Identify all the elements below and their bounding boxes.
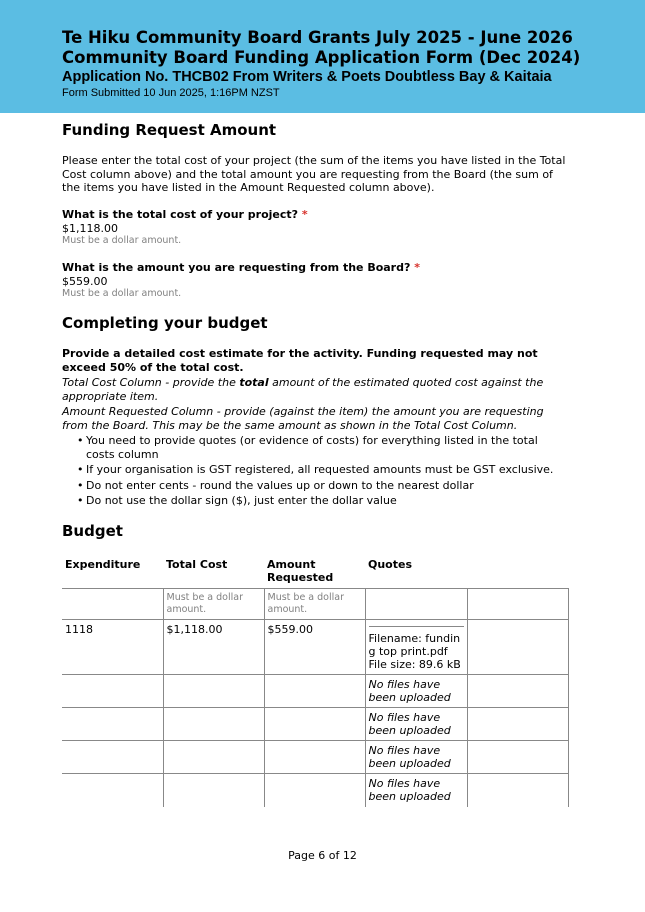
table-cell (264, 589, 365, 620)
page-header (0, 0, 645, 113)
dollar-hint: Must be a dollar amount. (166, 592, 243, 615)
amount-requested-question (62, 261, 420, 300)
table-cell (62, 774, 163, 807)
list-item: • You need to provide quotes (or evidence of costs) for everything listed in the total costs column (77, 434, 557, 461)
column-header-total-cost: Total Cost (166, 558, 228, 571)
table-cell (467, 708, 568, 741)
table-cell (163, 675, 264, 708)
amount-requested-value: $559.00 (62, 275, 108, 288)
table-cell (62, 589, 163, 620)
amount-requested-column-instruction: Amount Requested Column - provide (against the item) the amount you are requesting from the Board. This may be the same amount as shown in the Total Cost Column. (62, 405, 544, 432)
page-number: Page 6 of 12 (288, 849, 357, 862)
table-cell (467, 741, 568, 774)
amount-requested-hint: Must be a dollar amount. (62, 288, 182, 299)
table-cell (163, 589, 264, 620)
table-cell (467, 620, 568, 675)
uploaded-file-info (369, 626, 464, 671)
table-cell (62, 741, 163, 774)
quote-file-cell (365, 620, 467, 675)
total-cost-value: $1,118.00 (62, 222, 118, 235)
table-cell (62, 675, 163, 708)
total-cost-label: What is the total cost of your project? (62, 208, 299, 221)
header-submitted-line: Form Submitted 10 Jun 2025, 1:16PM NZST (62, 87, 280, 99)
completing-budget-heading: Completing your budget (62, 314, 268, 332)
header-title-line2: Community Board Funding Application Form (Dec 2024) (62, 48, 581, 67)
table-cell (62, 708, 163, 741)
list-item: • If your organisation is GST registered, all requested amounts must be GST exclusive. (77, 463, 557, 477)
table-header-row (62, 554, 568, 589)
table-cell (163, 708, 264, 741)
header-application-line: Application No. THCB02 From Writers & Poets Doubtless Bay & Kaitaia (62, 69, 552, 85)
budget-instruction-bold: Provide a detailed cost estimate for the activity. Funding requested may not exceed 50% of the total cost. (62, 347, 538, 374)
table-cell (365, 589, 467, 620)
dollar-hint: Must be a dollar amount. (267, 592, 344, 615)
column-header-quotes: Quotes (368, 558, 413, 571)
total-cost-cell: $1,118.00 (163, 620, 264, 675)
table-row (62, 774, 568, 807)
file-name: Filename: funding top print.pdf (368, 632, 461, 658)
table-cell (163, 741, 264, 774)
list-item: • Do not enter cents - round the values up or down to the nearest dollar (77, 479, 557, 493)
list-item: • Do not use the dollar sign ($), just enter the dollar value (77, 494, 557, 508)
no-files-cell: No files have been uploaded (365, 774, 467, 807)
budget-rules-list (77, 434, 557, 510)
table-cell (467, 774, 568, 807)
table-row (62, 741, 568, 774)
table-cell (467, 675, 568, 708)
table-row (62, 708, 568, 741)
table-cell (163, 774, 264, 807)
table-hint-row (62, 589, 568, 620)
funding-intro-text: Please enter the total cost of your project (the sum of the items you have listed in the Total Cost column above) and the total amount you are requesting from the Board (the sum of the items you have listed in the Amount Requested column above). (62, 154, 566, 194)
header-title-line1: Te Hiku Community Board Grants July 2025 - June 2026 (62, 28, 573, 47)
no-files-cell: No files have been uploaded (365, 708, 467, 741)
total-cost-hint: Must be a dollar amount. (62, 235, 182, 246)
amount-requested-cell: $559.00 (264, 620, 365, 675)
amount-requested-label: What is the amount you are requesting from the Board? (62, 261, 411, 274)
no-files-cell: No files have been uploaded (365, 675, 467, 708)
budget-table (62, 554, 569, 807)
table-cell (264, 774, 365, 807)
required-marker: * (414, 261, 420, 274)
funding-request-heading: Funding Request Amount (62, 121, 277, 139)
budget-heading: Budget (62, 522, 123, 540)
column-header-blank (467, 554, 568, 589)
table-cell (264, 741, 365, 774)
table-row (62, 675, 568, 708)
file-size: File size: 89.6 kB (368, 658, 461, 671)
table-row (62, 620, 568, 675)
total-emphasis: total (239, 376, 269, 389)
no-files-cell: No files have been uploaded (365, 741, 467, 774)
table-cell (264, 708, 365, 741)
required-marker: * (301, 208, 308, 221)
total-cost-question (62, 208, 308, 247)
table-cell (264, 675, 365, 708)
column-header-expenditure: Expenditure (65, 558, 141, 571)
expenditure-cell: 1118 (62, 620, 163, 675)
column-header-amount-requested: Amount Requested (267, 558, 334, 584)
table-cell (467, 589, 568, 620)
total-cost-column-instruction: Total Cost Column - provide the total amount of the estimated quoted cost against the appropriate item. (62, 376, 544, 403)
